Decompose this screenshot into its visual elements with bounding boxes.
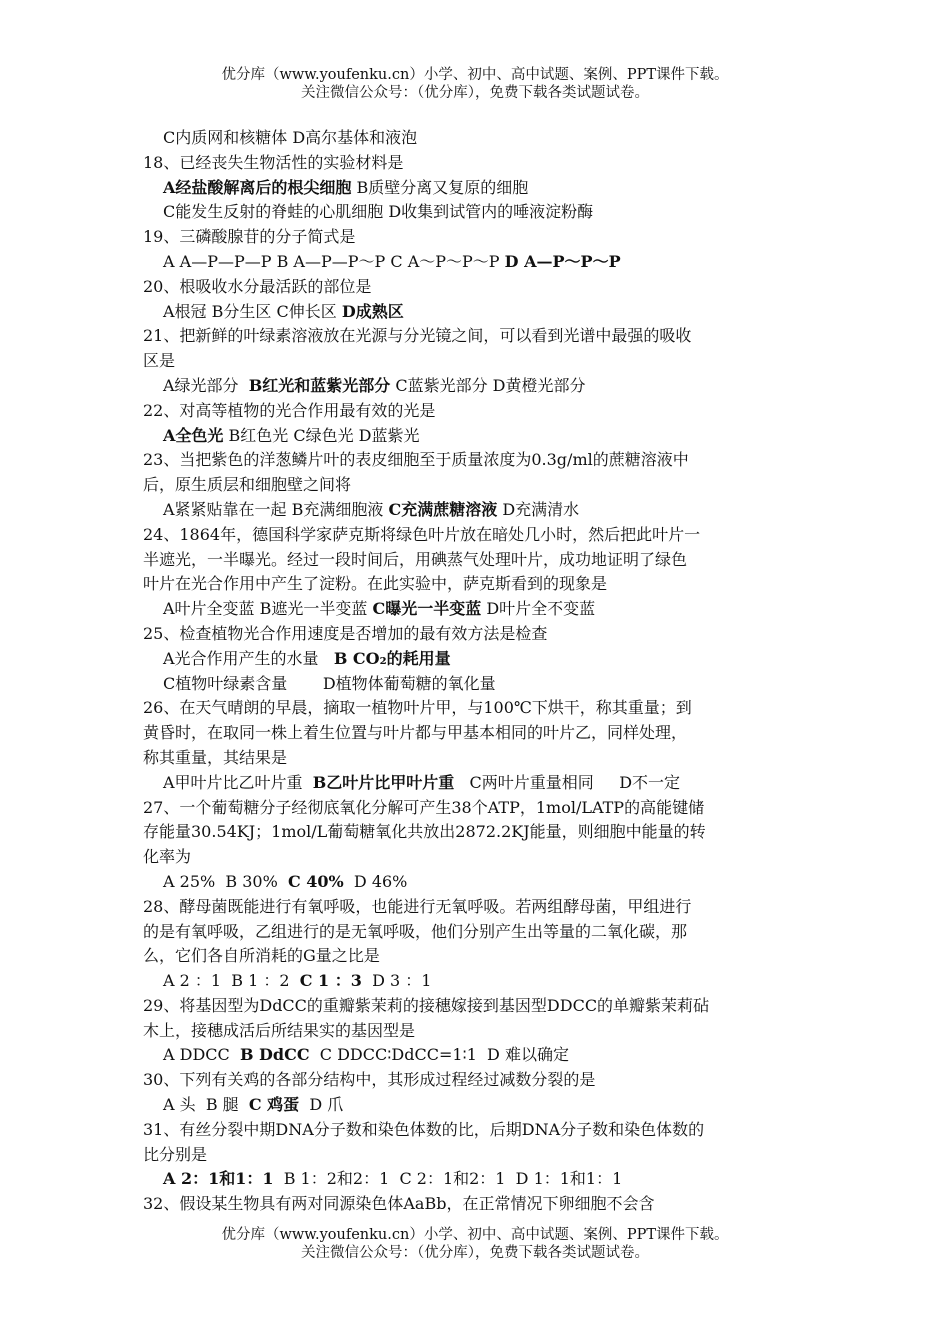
text-segment: 称其重量，其结果是 (143, 747, 288, 767)
text-segment: 18、已经丧失生物活性的实验材料是 (143, 152, 404, 172)
answer-options-line (143, 1043, 813, 1068)
correct-answer: A 2：1和1：1 (163, 1169, 274, 1189)
text-segment: D叶片全不变蓝 (481, 599, 596, 619)
text-segment: C DDCC∶DdCC=1∶1 D 难以确定 (309, 1045, 569, 1065)
question-continuation-line (143, 920, 813, 945)
text-segment: 25、检查植物光合作用速度是否增加的最有效方法是检查 (143, 623, 548, 643)
text-segment: 31、有丝分裂中期DNA分子数和染色体数的比，后期DNA分子数和染色体数的 (143, 1119, 705, 1139)
question-continuation-line (143, 721, 813, 746)
text-segment: 区是 (143, 351, 176, 371)
question-continuation-line (143, 349, 813, 374)
footer-line-1: 优分库（www.youfenku.cn）小学、初中、高中试题、案例、PPT课件下载。 (221, 1227, 729, 1243)
text-segment: D 3 ：1 (361, 971, 432, 991)
question-line (143, 399, 813, 424)
text-segment: 20、根吸收水分最活跃的部位是 (143, 276, 372, 296)
text-segment: 30、下列有关鸡的各部分结构中，其形成过程经过减数分裂的是 (143, 1070, 596, 1090)
text-segment: 的是有氧呼吸，乙组进行的是无氧呼吸，他们分别产生出等量的二氧化碳，那 (143, 921, 688, 941)
page-footer (0, 1226, 950, 1262)
answer-options-line (143, 647, 813, 672)
answer-options-line (143, 1093, 813, 1118)
text-segment: A 头 B 腿 (163, 1095, 249, 1115)
question-line (143, 1068, 813, 1093)
text-segment: 半遮光，一半曝光。经过一段时间后，用碘蒸气处理叶片，成功地证明了绿色 (143, 549, 688, 569)
correct-answer: C 1 ：3 (299, 971, 362, 991)
question-line (143, 523, 813, 548)
answer-options-line (143, 672, 813, 697)
text-segment: 32、假设某生物具有两对同源染色体AaBb，在正常情况下卵细胞不会含 (143, 1194, 655, 1214)
text-segment: A 25% B 30% (163, 871, 288, 891)
answer-options-line (143, 300, 813, 325)
question-continuation-line (143, 746, 813, 771)
text-segment: 19、三磷酸腺苷的分子简式是 (143, 227, 356, 247)
text-segment: 后，原生质层和细胞壁之间将 (143, 475, 352, 495)
question-continuation-line (143, 845, 813, 870)
text-segment: D 46% (343, 871, 408, 891)
correct-answer: D成熟区 (341, 301, 404, 321)
question-continuation-line (143, 572, 813, 597)
footer-line-2: 关注微信公众号：（优分库），免费下载各类试题试卷。 (301, 1245, 649, 1261)
text-segment: A甲叶片比乙叶片重 (163, 772, 313, 792)
answer-options-line (143, 176, 813, 201)
question-line (143, 796, 813, 821)
header-line-1: 优分库（www.youfenku.cn）小学、初中、高中试题、案例、PPT课件下载。 (221, 67, 729, 83)
text-segment: B红色光 C绿色光 D蓝紫光 (223, 425, 420, 445)
text-segment: B质壁分离又复原的细胞 (351, 177, 529, 197)
header-line-2: 关注微信公众号：（优分库），免费下载各类试题试卷。 (301, 85, 649, 101)
text-segment: C植物叶绿素含量 D植物体葡萄糖的氧化量 (163, 673, 496, 693)
correct-answer: B CO₂的耗用量 (333, 648, 451, 668)
text-segment: C两叶片重量相同 D不一定 (454, 772, 681, 792)
correct-answer: C曝光一半变蓝 (372, 599, 482, 619)
text-segment: A光合作用产生的水量 (163, 648, 334, 668)
text-segment: 22、对高等植物的光合作用最有效的光是 (143, 400, 436, 420)
answer-options-line (143, 498, 813, 523)
question-line (143, 622, 813, 647)
question-continuation-line (143, 944, 813, 969)
question-continuation-line (143, 473, 813, 498)
question-line (143, 448, 813, 473)
text-segment: 26、在天气晴朗的早晨，摘取一植物叶片甲，与100℃下烘干，称其重量；到 (143, 698, 692, 718)
correct-answer: C 鸡蛋 (248, 1095, 300, 1115)
text-segment: 化率为 (143, 847, 192, 867)
correct-answer: B乙叶片比甲叶片重 (312, 772, 455, 792)
question-line (143, 275, 813, 300)
text-segment: 24、1864年，德国科学家萨克斯将绿色叶片放在暗处几小时，然后把此叶片一 (143, 524, 701, 544)
answer-options-line (143, 771, 813, 796)
text-segment: A 2 ：1 B 1 ：2 (163, 971, 300, 991)
text-segment: C蓝紫光部分 D黄橙光部分 (390, 375, 586, 395)
question-list (143, 126, 813, 1217)
question-continuation-line (143, 548, 813, 573)
text-segment: D 爪 (299, 1095, 344, 1115)
correct-answer: D A—P～P～P (504, 251, 621, 271)
answer-options-line (143, 1167, 813, 1192)
text-segment: A绿光部分 (163, 375, 249, 395)
question-line (143, 696, 813, 721)
correct-answer: B红光和蓝紫光部分 (248, 375, 391, 395)
page-header (0, 66, 950, 102)
question-line (143, 994, 813, 1019)
text-segment: C能发生反射的脊蛙的心肌细胞 D收集到试管内的唾液淀粉酶 (163, 202, 594, 222)
correct-answer: A全色光 (163, 425, 224, 445)
question-line (143, 151, 813, 176)
answer-options-line (143, 200, 813, 225)
answer-options-line (143, 969, 813, 994)
question-continuation-line (143, 1019, 813, 1044)
text-segment: 木上，接穗成活后所结果实的基因型是 (143, 1020, 416, 1040)
text-segment: 29、将基因型为DdCC的重瓣紫茉莉的接穗嫁接到基因型DDCC的单瓣紫茉莉砧 (143, 995, 710, 1015)
text-segment: 28、酵母菌既能进行有氧呼吸，也能进行无氧呼吸。若两组酵母菌，甲组进行 (143, 896, 692, 916)
text-segment: 存能量30.54KJ；1mol/L葡萄糖氧化共放出2872.2KJ能量，则细胞中能量的转 (143, 822, 706, 842)
answer-options-line (143, 870, 813, 895)
text-segment: 27、一个葡萄糖分子经彻底氧化分解可产生38个ATP，1mol/LATP的高能键储 (143, 797, 705, 817)
answer-options-line (143, 250, 813, 275)
text-segment: B 1：2和2：1 C 2：1和2：1 D 1：1和1：1 (273, 1169, 623, 1189)
question-line (143, 225, 813, 250)
text-segment: C内质网和核糖体 D高尔基体和液泡 (163, 128, 418, 147)
text-segment: 叶片在光合作用中产生了淀粉。在此实验中，萨克斯看到的现象是 (143, 574, 608, 594)
text-segment: A紧紧贴靠在一起 B充满细胞液 (163, 499, 389, 519)
answer-options-line (143, 126, 813, 151)
correct-answer: C 40% (287, 871, 344, 891)
text-segment: D充满清水 (497, 499, 580, 519)
text-segment: A叶片全变蓝 B遮光一半变蓝 (163, 599, 373, 619)
correct-answer: A经盐酸解离后的根尖细胞 (163, 177, 352, 197)
question-line (143, 1192, 813, 1217)
correct-answer: B DdCC (239, 1045, 310, 1065)
text-segment: 23、当把紫色的洋葱鳞片叶的表皮细胞至于质量浓度为0.3g/ml的蔗糖溶液中 (143, 450, 689, 470)
question-continuation-line (143, 1143, 813, 1168)
text-segment: A A—P—P—P B A—P—P～P C A～P～P～P (163, 251, 505, 271)
text-segment: 比分别是 (143, 1144, 208, 1164)
answer-options-line (143, 374, 813, 399)
text-segment: A DDCC (163, 1045, 240, 1065)
question-line (143, 324, 813, 349)
question-line (143, 895, 813, 920)
answer-options-line (143, 597, 813, 622)
text-segment: 么，它们各自所消耗的G量之比是 (143, 946, 380, 966)
question-continuation-line (143, 820, 813, 845)
correct-answer: C充满蔗糖溶液 (388, 499, 498, 519)
question-line (143, 1118, 813, 1143)
answer-options-line (143, 424, 813, 449)
text-segment: 黄昏时，在取同一株上着生位置与叶片都与甲基本相同的叶片乙，同样处理， (143, 723, 688, 743)
text-segment: 21、把新鲜的叶绿素溶液放在光源与分光镜之间，可以看到光谱中最强的吸收 (143, 326, 692, 346)
text-segment: A根冠 B分生区 C伸长区 (163, 301, 342, 321)
